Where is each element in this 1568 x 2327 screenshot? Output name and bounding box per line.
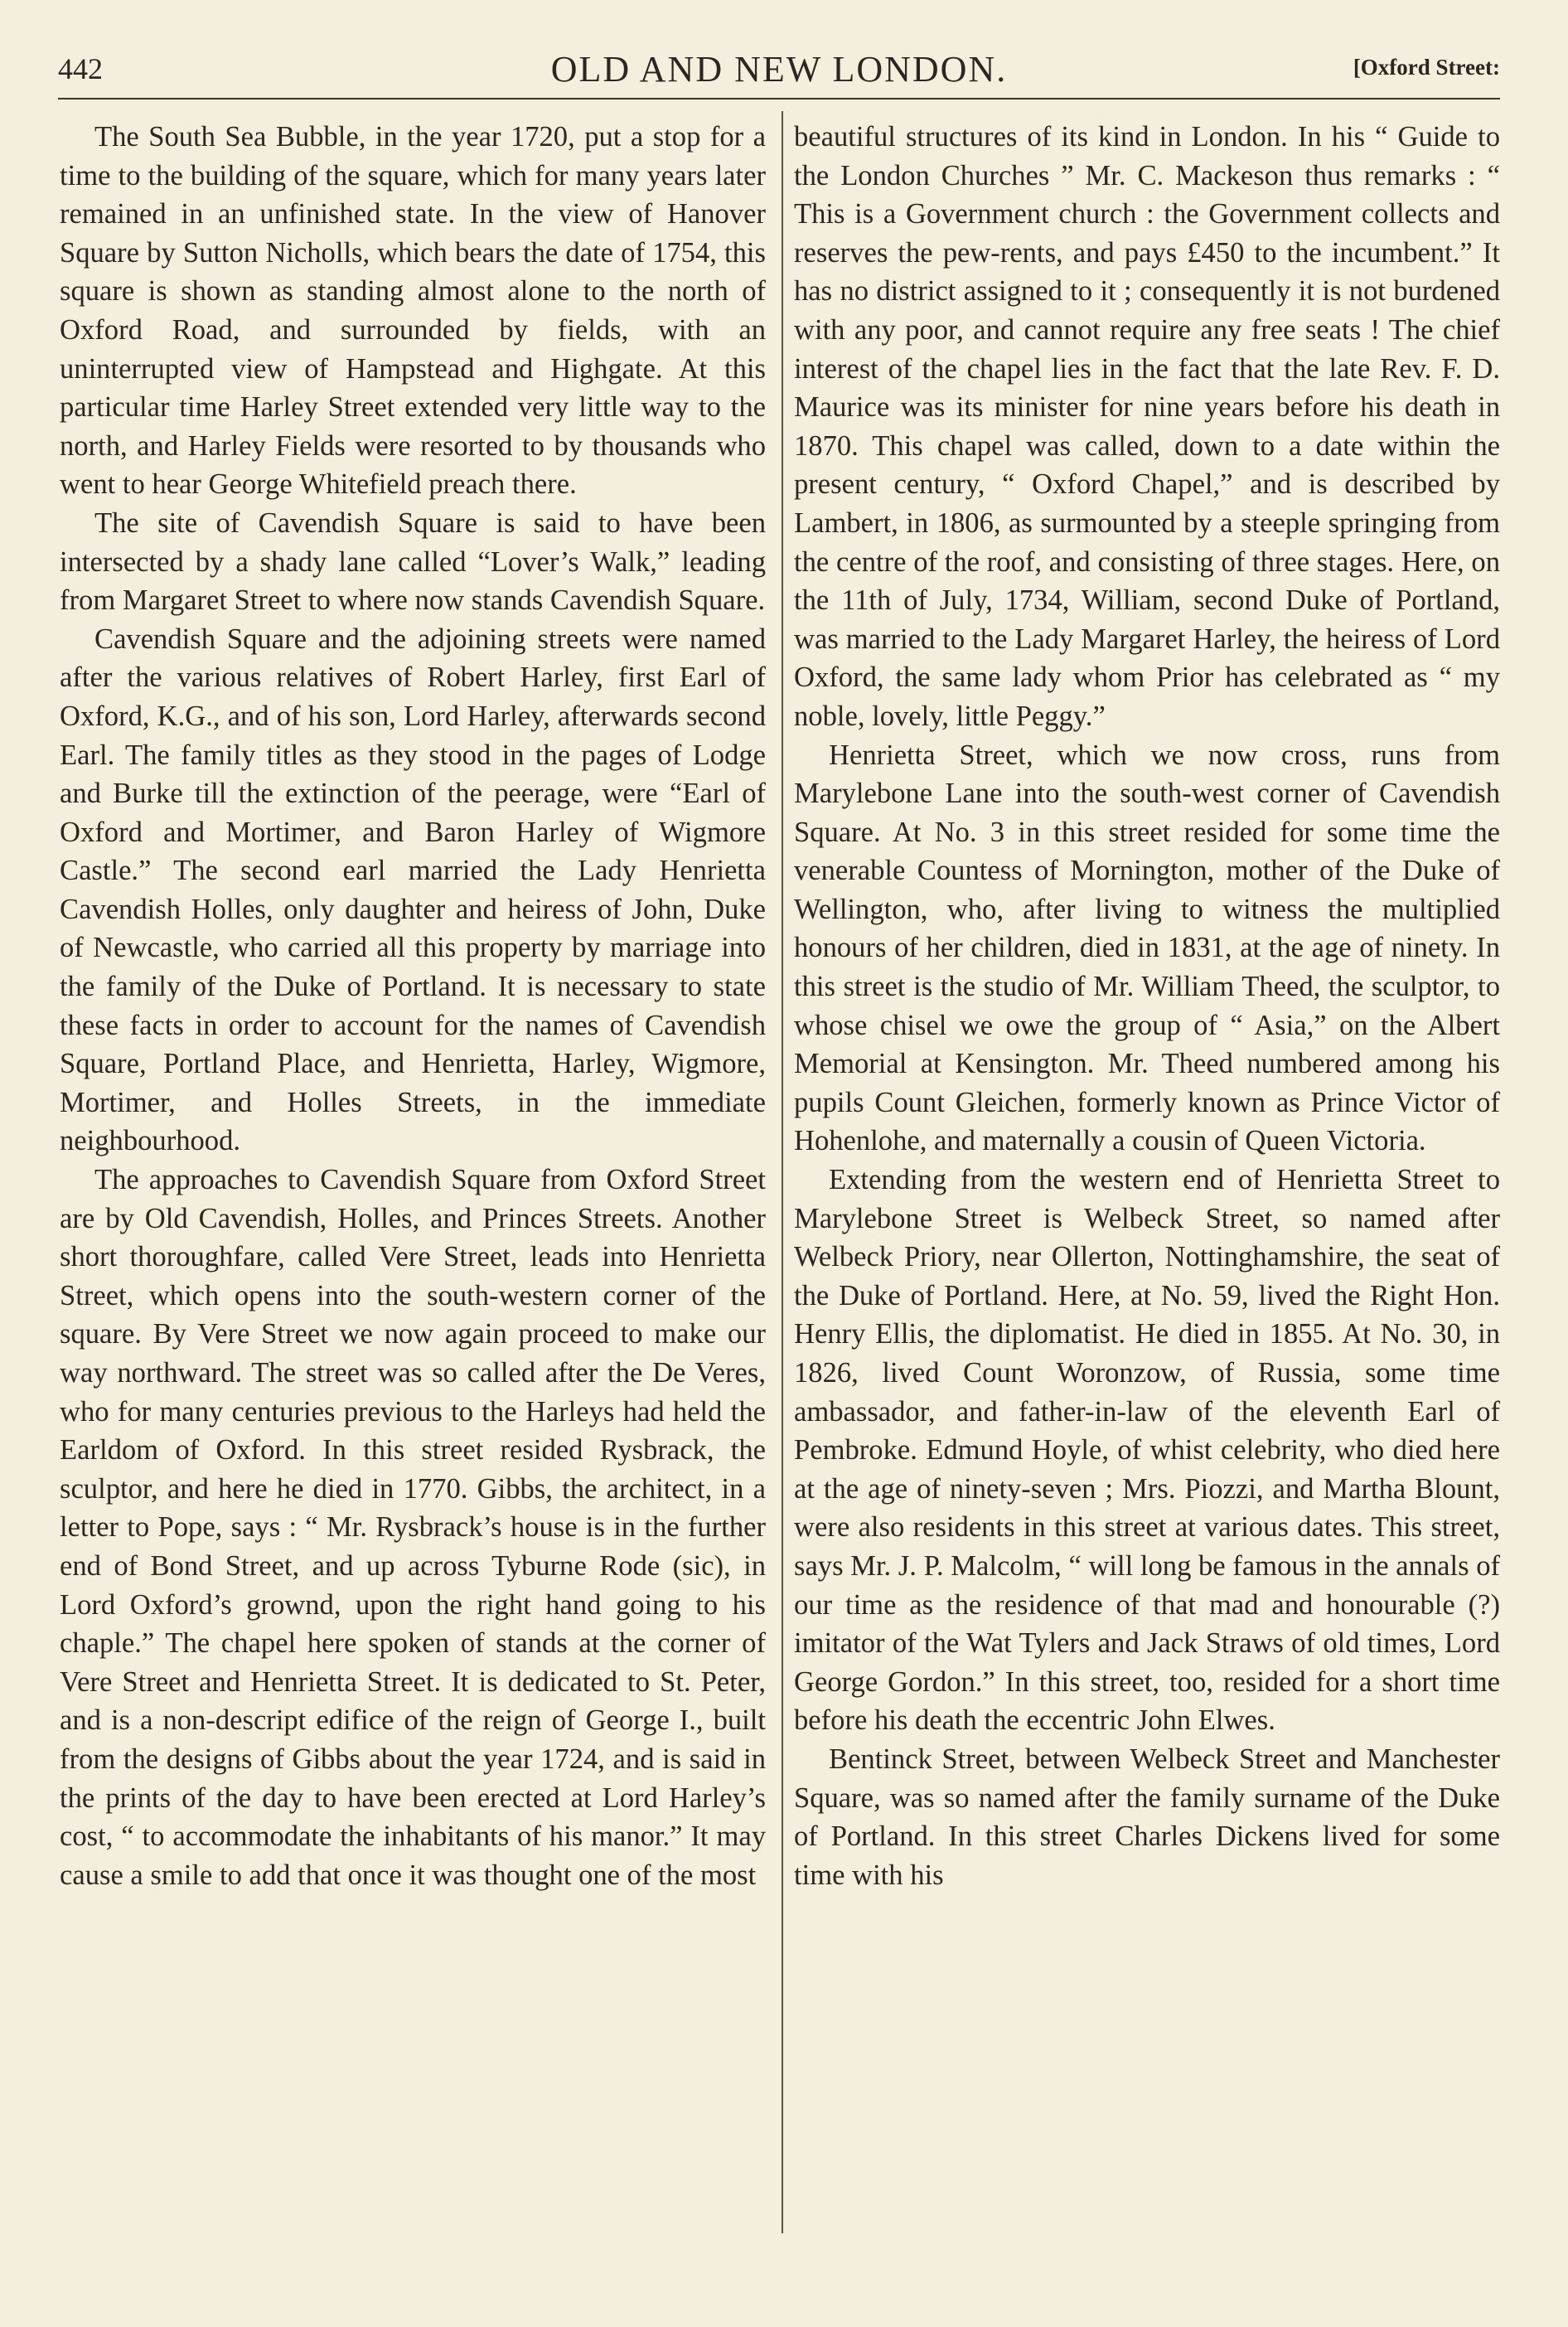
paragraph: The site of Cavendish Square is said to have been intersected by a shady lane called “Lover’s Walk,” leading from Margaret Street to where now stands Cavendish Square. xyxy=(60,507,766,617)
column-divider xyxy=(782,111,783,2233)
section-label: [Oxford Street: xyxy=(1353,55,1500,80)
paragraph: The approaches to Cavendish Square from Oxford Street are by Old Cavendish, Holles, and Princes Streets. Another short thoroughfare, called Vere Street, leads into Henrietta Street, which opens into the south-western corner of the square. By Vere Street we now again proceed to make our way northward. The street was so called after the De Veres, who for many centuries previous to the Harleys had held the Earldom of Oxford. In this street resided Rysbrack, the sculptor, and here he died in 1770. Gibbs, the architect, in a letter to Pope, says : “ Mr. Rysbrack’s house is in the further end of Bond Street, and up across Tyburne Rode (sic), in Lord Oxford’s grownd, upon the right hand going to his chaple.” The chapel here spoken of stands at the corner of Vere Street and Henrietta Street. It is dedicated to St. Peter, and is a non-descript edifice of the reign of George I., built from the designs of Gibbs about the year 1724, and is said in the prints of the day to have been erected at Lord Harley’s cost, “ to accommodate the inhabitants of his manor.” It may cause a smile to add that once it was thought one of the most xyxy=(60,1164,766,1891)
paragraph: Bentinck Street, between Welbeck Street and Manchester Square, was so named after the family surname of the Duke of Portland. In this street Charles Dickens lived for some time with his xyxy=(794,1743,1500,1891)
page-number: 442 xyxy=(58,52,103,85)
paragraph-continued: beautiful structures of its kind in London. In his “ Guide to the London Churches ” Mr. C. Mackeson thus remarks : “ This is a Government church : the Government collects and reserves the pew-rents, and pays £450 to the incumbent.” It has no district assigned to it ; consequently it is not burdened with any poor, and cannot require any free seats ! The chief interest of the chapel lies in the fact that the late Rev. F. D. Maurice was its minister for nine years before his death in 1870. This chapel was called, down to a date within the present century, “ Oxford Chapel,” and is described by Lambert, in 1806, as surmounted by a steeple springing from the centre of the roof, and consisting of three stages. Here, on the 11th of July, 1734, William, second Duke of Portland, was married to the Lady Margaret Harley, the heiress of Lord Oxford, the same lady whom Prior has celebrated as “ my noble, lovely, little Peggy.” xyxy=(794,121,1500,732)
running-title: OLD AND NEW LONDON. xyxy=(550,49,1008,90)
right-column xyxy=(794,118,1500,2257)
header-rule xyxy=(58,98,1500,99)
paragraph: Extending from the western end of Henrietta Street to Marylebone Street is Welbeck Street, so named after Welbeck Priory, near Ollerton, Nottinghamshire, the seat of the Duke of Portland. Here, at No. 59, lived the Right Hon. Henry Ellis, the diplomatist. He died in 1855. At No. 30, in 1826, lived Count Woronzow, of Russia, some time ambassador, and father-in-law of the eleventh Earl of Pembroke. Edmund Hoyle, of whist celebrity, who died here at the age of ninety-seven ; Mrs. Piozzi, and Martha Blount, were also residents in this street at various dates. This street, says Mr. J. P. Malcolm, “ will long be famous in the annals of our time as the residence of that mad and honourable (?) imitator of the Wat Tylers and Jack Straws of old times, Lord George Gordon.” In this street, too, resided for a short time before his death the eccentric John Elwes. xyxy=(794,1164,1500,1737)
paragraph: Henrietta Street, which we now cross, runs from Marylebone Lane into the south-west corner of Cavendish Square. At No. 3 in this street resided for some time the venerable Countess of Mornington, mother of the Duke of Wellington, who, after living to witness the multiplied honours of her children, died in 1831, at the age of ninety. In this street is the studio of Mr. William Theed, the sculptor, to whose chisel we owe the group of “ Asia,” on the Albert Memorial at Kensington. Mr. Theed numbered among his pupils Count Gleichen, formerly known as Prince Victor of Hohenlohe, and maternally a cousin of Queen Victoria. xyxy=(794,739,1500,1157)
left-column xyxy=(60,118,766,2257)
paragraph: Cavendish Square and the adjoining streets were named after the various relatives of Robert Harley, first Earl of Oxford, K.G., and of his son, Lord Harley, afterwards second Earl. The family titles as they stood in the pages of Lodge and Burke till the extinction of the peerage, were “Earl of Oxford and Mortimer, and Baron Harley of Wigmore Castle.” The second earl married the Lady Henrietta Cavendish Holles, only daughter and heiress of John, Duke of Newcastle, who carried all this property by marriage into the family of the Duke of Portland. It is necessary to state these facts in order to account for the names of Cavendish Square, Portland Place, and Henrietta, Harley, Wigmore, Mortimer, and Holles Streets, in the immediate neighbourhood. xyxy=(60,623,766,1157)
paragraph: The South Sea Bubble, in the year 1720, put a stop for a time to the building of the square, which for many years later remained in an unfinished state. In the view of Hanover Square by Sutton Nicholls, which bears the date of 1754, this square is shown as standing almost alone to the north of Oxford Road, and surrounded by fields, with an uninterrupted view of Hampstead and Highgate. At this particular time Harley Street extended very little way to the north, and Harley Fields were resorted to by thousands who went to hear George Whitefield preach there. xyxy=(60,121,766,501)
